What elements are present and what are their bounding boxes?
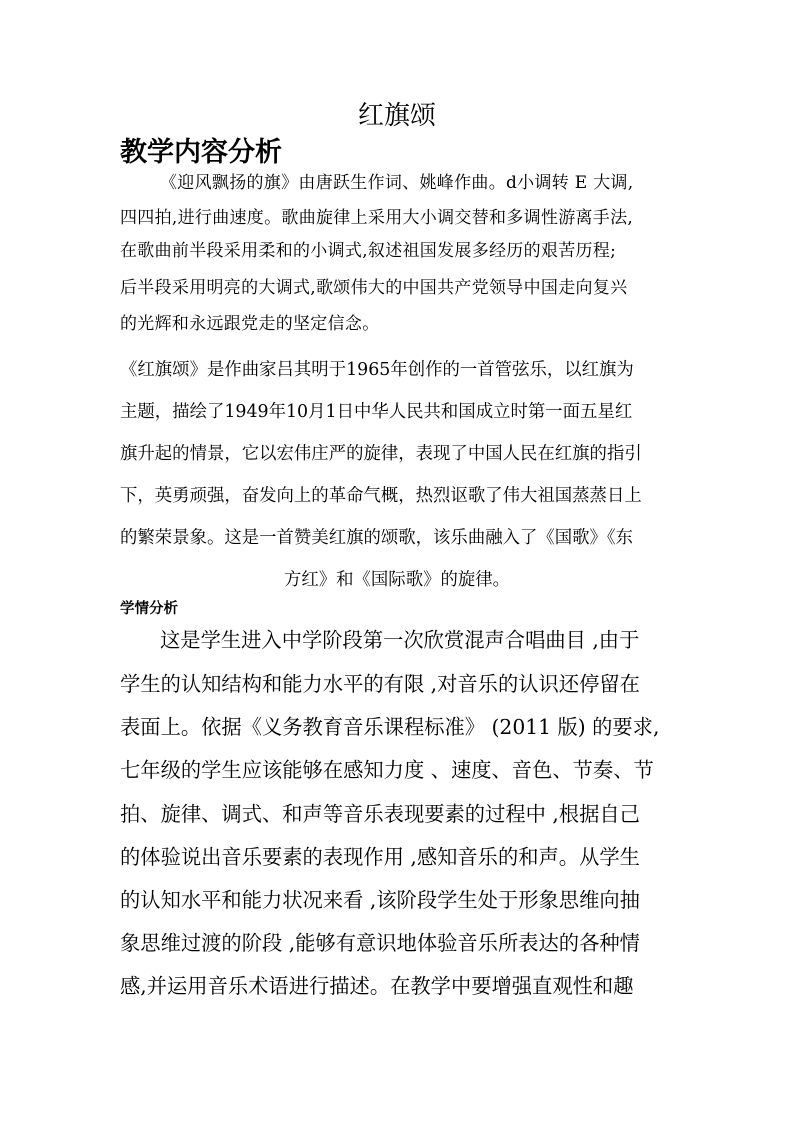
paragraph-line: 学生的认知结构和能力水平的有限 ,对音乐的认识还停留在: [120, 672, 640, 696]
paragraph-line: 的光辉和永远跟党走的坚定信念。: [120, 314, 380, 334]
section-heading-student-analysis: 学情分析: [120, 601, 178, 617]
page-title: 红旗颂: [357, 101, 436, 131]
paragraph-line: 主题，描绘了1949年10月1日中华人民共和国成立时第一面五星红: [120, 402, 633, 422]
paragraph-line: 象思维过渡的阶段 ,能够有意识地体验音乐所表达的各种情: [120, 931, 640, 955]
paragraph-line: 《迎风飘扬的旗》由唐跃生作词、姚峰作曲。d小调转 E 大调,: [160, 173, 634, 193]
paragraph-line: 感,并运用音乐术语进行描述。在教学中要增强直观性和趣: [120, 974, 634, 998]
paragraph-line: 的繁荣景象。这是一首赞美红旗的颂歌，该乐曲融入了《国歌》《东: [120, 528, 634, 548]
paragraph-line: 的体验说出音乐要素的表现作用 ,感知音乐的和声。从学生: [120, 845, 640, 869]
paragraph-line: 拍、旋律、调式、和声等音乐表现要素的过程中 ,根据自己: [120, 802, 640, 826]
paragraph-line: 后半段采用明亮的大调式,歌颂伟大的中国共产党领导中国走向复兴: [120, 278, 628, 298]
paragraph-line: 七年级的学生应该能够在感知力度 、速度、音色、节奏、节: [120, 758, 654, 782]
paragraph-line: 这是学生进入中学阶段第一次欣赏混声合唱曲目 ,由于: [160, 628, 640, 652]
paragraph-line: 《红旗颂》是作曲家吕其明于1965年创作的一首管弦乐，以红旗为: [120, 360, 634, 380]
paragraph-line: 下，英勇顽强，奋发向上的革命气概，热烈讴歌了伟大祖国蒸蒸日上: [120, 486, 642, 506]
paragraph-line: 旗升起的情景，它以宏伟庄严的旋律，表现了中国人民在红旗的指引: [120, 444, 642, 464]
paragraph-line: 方红》和《国际歌》的旋律。: [283, 570, 511, 590]
paragraph-line: 四四拍,进行曲速度。歌曲旋律上采用大小调交替和多调性游离手法,: [120, 208, 634, 228]
section-heading-content-analysis: 教学内容分析: [120, 137, 282, 168]
paragraph-line: 表面上。依据《义务教育音乐课程标准》 (2011 版) 的要求,: [120, 715, 660, 739]
paragraph-line: 在歌曲前半段采用柔和的小调式,叙述祖国发展多经历的艰苦历程;: [120, 241, 617, 261]
paragraph-line: 的认知水平和能力状况来看 ,该阶段学生处于形象思维向抽: [120, 888, 640, 912]
